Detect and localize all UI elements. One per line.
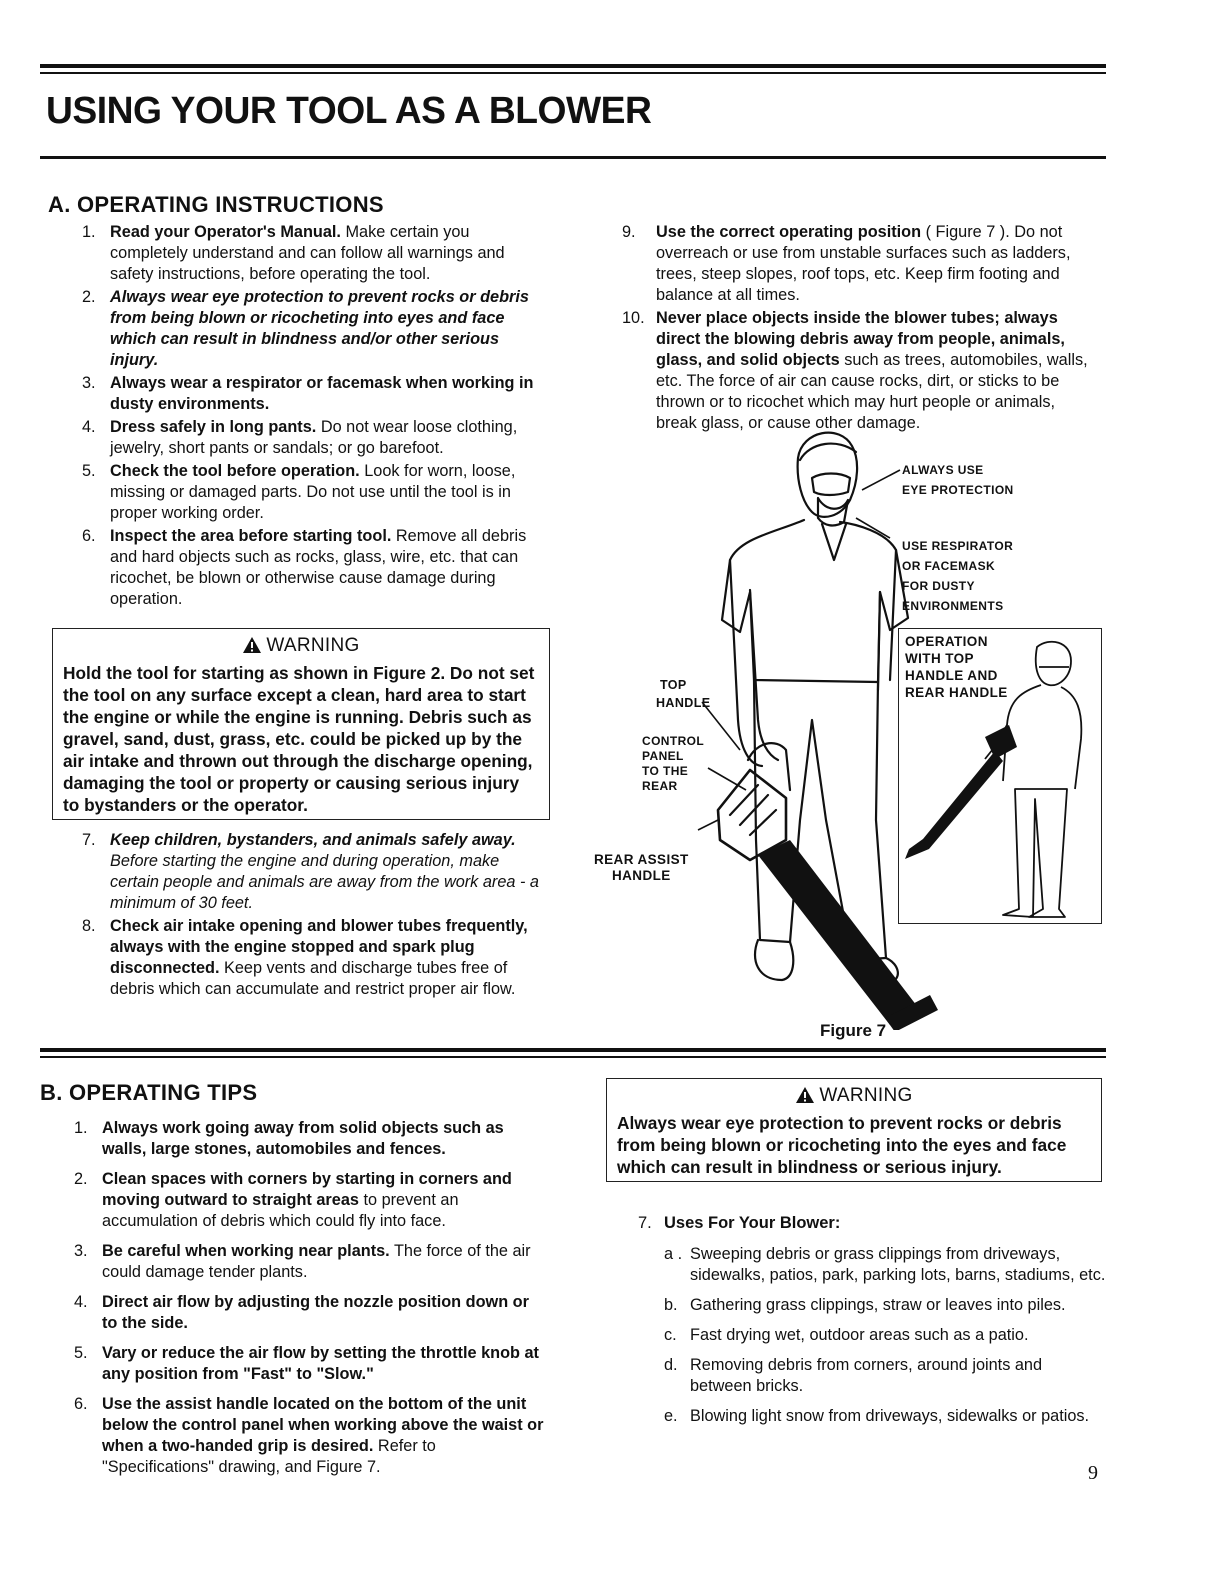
mid-rule-thin bbox=[40, 1056, 1106, 1058]
warning-text: Hold the tool for starting as shown in Figure 2. Do not set the tool on any surface except a clean, hard area to start the engine or while the engine is running. Debris such as gravel, sand, dust, grass, etc. could be picked up by the air intake and thrown out through the discharge opening, damaging the tool or property or causing serious injury to bystanders or the operator. bbox=[63, 663, 535, 815]
warning-triangle-icon bbox=[795, 1086, 815, 1110]
blower-tube bbox=[758, 840, 920, 1025]
section-b-list bbox=[74, 1118, 546, 1487]
list-item: 5. Vary or reduce the air flow by setting the throttle knob at any position from "Fast" to "Slow." bbox=[74, 1344, 539, 1383]
top-rule-thin bbox=[40, 72, 1106, 74]
warning-text: Always wear eye protection to prevent rocks or debris from being blown or ricocheting into the eyes and face which can result in blindness or serious injury. bbox=[617, 1113, 1067, 1177]
list-item: 10. Never place objects inside the blower tubes; always direct the blowing debris away from people, animals, glass, and solid objects such as trees, automobiles, walls, etc. The force of air can cause rocks, dirt, or sticks to be thrown or to ricochet which may hurt people or animals, break glass, or cause other damage. bbox=[622, 309, 1088, 432]
figure-caption: Figure 7 bbox=[820, 1021, 887, 1040]
section-b-heading: B. OPERATING TIPS bbox=[40, 1080, 258, 1105]
list-item: 7. Keep children, bystanders, and animals safely away. Before starting the engine and during operation, make certain people and animals are away from the work area - a minimum of 30 feet. bbox=[82, 831, 539, 912]
top-rule-thick bbox=[40, 64, 1106, 68]
section-a-heading: A. OPERATING INSTRUCTIONS bbox=[48, 192, 384, 217]
operator-arm bbox=[730, 560, 762, 766]
callout-eye-protection: ALWAYS USE EYE PROTECTION bbox=[902, 463, 1014, 497]
list-item: 5. Check the tool before operation. Look for worn, loose, missing or damaged parts. Do not use until the tool is in proper working order. bbox=[82, 462, 516, 522]
callout-respirator: USE RESPIRATOR OR FACEMASK FOR DUSTY ENVIRONMENTS bbox=[902, 539, 1014, 613]
warning-heading: WARNING bbox=[617, 1085, 1091, 1110]
list-item: 2. Clean spaces with corners by starting in corners and moving outward to straight areas to prevent an accumulation of debris which could fly into face. bbox=[74, 1170, 512, 1230]
callout-control-panel: CONTROL PANEL TO THE REAR bbox=[642, 734, 705, 793]
warning-box-eye-protection bbox=[606, 1078, 1102, 1182]
operator-shoe bbox=[755, 940, 793, 980]
inset-operator-illustration bbox=[899, 629, 1101, 923]
list-item: b. Gathering grass clippings, straw or leaves into piles. bbox=[664, 1296, 1066, 1314]
callout-inset: OPERATION WITH TOP HANDLE AND REAR HANDLE bbox=[905, 634, 1008, 700]
list-item: d. Removing debris from corners, around joints and between bricks. bbox=[664, 1356, 1043, 1395]
section-a-list-right bbox=[622, 222, 1100, 436]
list-item: 2. Always wear eye protection to prevent rocks or debris from being blown or ricocheting into eyes and face which can result in blindness and/or other serious injury. bbox=[82, 288, 529, 369]
page-title: USING YOUR TOOL AS A BLOWER bbox=[46, 90, 652, 132]
section-a-list-continued bbox=[82, 830, 544, 1002]
uses-heading: 7. Uses For Your Blower: bbox=[638, 1214, 841, 1232]
list-item: 1. Always work going away from solid objects such as walls, large stones, automobiles and fences. bbox=[74, 1119, 504, 1158]
warning-box-starting bbox=[52, 628, 550, 820]
list-item: 6. Use the assist handle located on the bottom of the unit below the control panel when working above the waist or when a two-handed grip is desired. Refer to "Specifications" drawing, and Figure 7. bbox=[74, 1395, 544, 1476]
mid-rule-thick bbox=[40, 1048, 1106, 1052]
list-item: 9. Use the correct operating position ( Figure 7 ). Do not overreach or use from unstable surfaces such as ladders, trees, steep slopes, roof tops, etc. Keep firm footing and balance at all times. bbox=[622, 223, 1071, 304]
inset-blower-tube bbox=[905, 751, 1003, 859]
list-item: 6. Inspect the area before starting tool. Remove all debris and hard objects such as rocks, glass, wire, etc. that can ricochet, be blown or otherwise cause damage during operation. bbox=[82, 527, 527, 608]
mask-icon bbox=[818, 498, 848, 525]
figure-inset-box bbox=[898, 628, 1102, 924]
page-number: 9 bbox=[1088, 1462, 1098, 1484]
callout-top-handle: TOP HANDLE bbox=[656, 678, 711, 710]
uses-list bbox=[664, 1244, 1108, 1436]
blower-body bbox=[718, 770, 786, 860]
callout-rear-assist-handle: REAR ASSIST HANDLE bbox=[594, 852, 689, 883]
list-item: a . Sweeping debris or grass clippings from driveways, sidewalks, patios, park, parking lots, barns, stadiums, etc. bbox=[664, 1245, 1106, 1284]
list-item: 3. Be careful when working near plants. The force of the air could damage tender plants. bbox=[74, 1242, 531, 1281]
title-underline bbox=[40, 156, 1106, 159]
section-a-list bbox=[82, 222, 544, 612]
list-item: 8. Check air intake opening and blower tubes frequently, always with the engine stopped and spark plug disconnected. Keep vents and discharge tubes free of debris which can accumulate and restrict proper air flow. bbox=[82, 917, 528, 998]
list-item: e. Blowing light snow from driveways, sidewalks or patios. bbox=[664, 1407, 1090, 1425]
list-item: 4. Dress safely in long pants. Do not wear loose clothing, jewelry, short pants or sandals; or go barefoot. bbox=[82, 418, 518, 457]
list-item: c. Fast drying wet, outdoor areas such as a patio. bbox=[664, 1326, 1029, 1344]
list-item: 1. Read your Operator's Manual. Make certain you completely understand and can follow all warnings and safety instructions, before operating the tool. bbox=[82, 223, 505, 283]
list-item: 4. Direct air flow by adjusting the nozzle position down or to the side. bbox=[74, 1293, 529, 1332]
warning-heading: WARNING bbox=[63, 635, 539, 660]
warning-triangle-icon bbox=[242, 636, 262, 660]
goggles-icon bbox=[812, 474, 850, 496]
list-item: 3. Always wear a respirator or facemask when working in dusty environments. bbox=[82, 374, 534, 413]
operator-cap bbox=[800, 444, 856, 460]
